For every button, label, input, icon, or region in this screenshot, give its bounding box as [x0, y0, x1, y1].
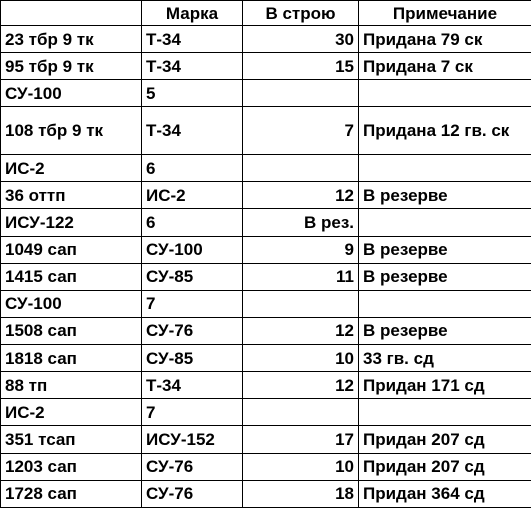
unit-cell: 88 тп [1, 372, 142, 399]
strength-cell: 12 [243, 317, 359, 344]
unit-cell: 1203 сап [1, 453, 142, 480]
header-unit [1, 1, 142, 26]
note-cell: Придан 207 сд [359, 453, 531, 480]
table-body [1, 26, 531, 508]
brand-cell: Т-34 [142, 372, 243, 399]
brand-cell: Т-34 [142, 53, 243, 80]
strength-cell: 15 [243, 53, 359, 80]
note-cell: В резерве [359, 263, 531, 290]
note-cell: Придана 79 ск [359, 26, 531, 53]
strength-cell: 12 [243, 182, 359, 209]
note-cell [359, 80, 531, 107]
strength-cell: 9 [243, 236, 359, 263]
strength-cell [243, 155, 359, 182]
strength-cell [243, 399, 359, 426]
brand-cell: 6 [142, 209, 243, 236]
table-row [1, 399, 531, 426]
note-cell: Придан 364 сд [359, 480, 531, 507]
strength-cell: 10 [243, 453, 359, 480]
brand-cell: СУ-76 [142, 480, 243, 507]
unit-cell: 1728 сап [1, 480, 142, 507]
brand-cell: 7 [142, 290, 243, 317]
unit-cell: 108 тбр 9 тк [1, 107, 142, 155]
brand-cell: Т-34 [142, 26, 243, 53]
strength-cell: В рез. [243, 209, 359, 236]
note-cell: Придана 7 ск [359, 53, 531, 80]
note-cell: В резерве [359, 317, 531, 344]
strength-cell: 30 [243, 26, 359, 53]
table-row [1, 182, 531, 209]
strength-cell: 18 [243, 480, 359, 507]
unit-cell: ИС-2 [1, 399, 142, 426]
table-row [1, 236, 531, 263]
header-row [1, 1, 531, 26]
table-row [1, 53, 531, 80]
unit-cell: 1415 сап [1, 263, 142, 290]
table-row [1, 290, 531, 317]
unit-cell: ИСУ-122 [1, 209, 142, 236]
table-row [1, 480, 531, 507]
unit-cell: ИС-2 [1, 155, 142, 182]
brand-cell: СУ-100 [142, 236, 243, 263]
table-row [1, 263, 531, 290]
table-row [1, 107, 531, 155]
header-brand: Марка [142, 1, 243, 26]
table-row [1, 80, 531, 107]
note-cell [359, 290, 531, 317]
unit-cell: 36 оттп [1, 182, 142, 209]
note-cell [359, 209, 531, 236]
unit-cell: СУ-100 [1, 290, 142, 317]
strength-cell [243, 80, 359, 107]
table-row [1, 26, 531, 53]
strength-cell: 11 [243, 263, 359, 290]
unit-cell: 95 тбр 9 тк [1, 53, 142, 80]
note-cell: Придана 12 гв. ск [359, 107, 531, 155]
note-cell: В резерве [359, 236, 531, 263]
table-row [1, 372, 531, 399]
note-cell: В резерве [359, 182, 531, 209]
table-row [1, 345, 531, 372]
unit-cell: 23 тбр 9 тк [1, 26, 142, 53]
strength-cell: 12 [243, 372, 359, 399]
table-row [1, 317, 531, 344]
unit-cell: 1508 сап [1, 317, 142, 344]
brand-cell: 5 [142, 80, 243, 107]
table-row [1, 453, 531, 480]
unit-cell: 1818 сап [1, 345, 142, 372]
header-note: Примечание [359, 1, 531, 26]
brand-cell: СУ-76 [142, 453, 243, 480]
unit-cell: 351 тсап [1, 426, 142, 453]
brand-cell: СУ-76 [142, 317, 243, 344]
note-cell [359, 399, 531, 426]
brand-cell: СУ-85 [142, 263, 243, 290]
brand-cell: ИСУ-152 [142, 426, 243, 453]
header-strength: В строю [243, 1, 359, 26]
brand-cell: Т-34 [142, 107, 243, 155]
unit-cell: 1049 сап [1, 236, 142, 263]
brand-cell: ИС-2 [142, 182, 243, 209]
brand-cell: 7 [142, 399, 243, 426]
strength-cell: 7 [243, 107, 359, 155]
note-cell: 33 гв. сд [359, 345, 531, 372]
strength-cell [243, 290, 359, 317]
table-row [1, 155, 531, 182]
note-cell: Придан 171 сд [359, 372, 531, 399]
note-cell: Придан 207 сд [359, 426, 531, 453]
note-cell [359, 155, 531, 182]
strength-cell: 17 [243, 426, 359, 453]
brand-cell: СУ-85 [142, 345, 243, 372]
brand-cell: 6 [142, 155, 243, 182]
unit-cell: СУ-100 [1, 80, 142, 107]
table-row [1, 426, 531, 453]
table-row [1, 209, 531, 236]
strength-cell: 10 [243, 345, 359, 372]
